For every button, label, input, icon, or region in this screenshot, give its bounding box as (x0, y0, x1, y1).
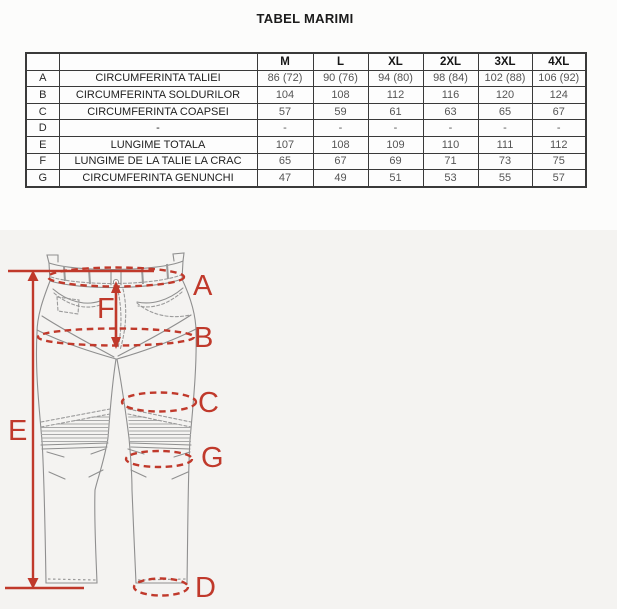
measurement-label-cell: CIRCUMFERINTA GENUNCHI (59, 170, 257, 187)
size-value-cell: 109 (368, 136, 423, 153)
left-pocket-opening (53, 289, 100, 303)
size-value-cell: 107 (257, 136, 313, 153)
size-value-cell: 90 (76) (313, 70, 368, 87)
measurement-label-cell: CIRCUMFERINTA COAPSEI (59, 103, 257, 120)
row-letter-cell: G (26, 170, 59, 187)
size-header-2xl: 2XL (423, 53, 478, 70)
measurement-label-cell: - (59, 120, 257, 137)
size-value-cell: 51 (368, 170, 423, 187)
table-row (26, 153, 586, 170)
size-value-cell: 63 (423, 103, 478, 120)
size-value-cell: 116 (423, 87, 478, 104)
coin-pocket (57, 297, 79, 314)
size-value-cell: 49 (313, 170, 368, 187)
size-value-cell: - (423, 120, 478, 137)
marker-label-D: D (195, 572, 216, 604)
waistband-tab-right (173, 253, 184, 261)
size-value-cell: 57 (257, 103, 313, 120)
right-pocket-opening (137, 288, 183, 303)
size-value-cell: 108 (313, 87, 368, 104)
measurement-label-cell: CIRCUMFERINTA TALIEI (59, 70, 257, 87)
table-row (26, 136, 586, 153)
size-header-l: L (313, 53, 368, 70)
size-value-cell: 124 (532, 87, 586, 104)
size-value-cell: 65 (257, 153, 313, 170)
size-value-cell: - (532, 120, 586, 137)
row-letter-cell: F (26, 153, 59, 170)
size-value-cell: 59 (313, 103, 368, 120)
thigh-ellipse-C (122, 393, 196, 412)
size-value-cell: - (257, 120, 313, 137)
size-value-cell: 71 (423, 153, 478, 170)
size-header-4xl: 4XL (532, 53, 586, 70)
measurement-label-cell: LUNGIME DE LA TALIE LA CRAC (59, 153, 257, 170)
table-row (26, 170, 586, 187)
size-header-xl: XL (368, 53, 423, 70)
right-pocket-bag (137, 303, 190, 317)
pants-measurement-diagram (0, 246, 240, 608)
size-value-cell: 57 (532, 170, 586, 187)
size-value-cell: 67 (313, 153, 368, 170)
row-letter-cell: C (26, 103, 59, 120)
marker-label-E: E (8, 415, 28, 447)
table-header-row (26, 53, 586, 70)
size-value-cell: 98 (84) (423, 70, 478, 87)
table-row (26, 103, 586, 120)
marker-label-B: B (194, 322, 214, 354)
size-value-cell: 106 (92) (532, 70, 586, 87)
size-value-cell: 65 (478, 103, 532, 120)
table-row (26, 120, 586, 137)
knee-ellipse-G (126, 451, 192, 467)
corner-cell (59, 53, 257, 70)
ankle-ellipse-D (134, 579, 188, 596)
marker-label-F: F (97, 293, 115, 325)
size-value-cell: 86 (72) (257, 70, 313, 87)
panel-seam-right (118, 315, 191, 356)
size-value-cell: 61 (368, 103, 423, 120)
size-value-cell: 47 (257, 170, 313, 187)
size-value-cell: 120 (478, 87, 532, 104)
size-value-cell: - (368, 120, 423, 137)
dimension-line-E (5, 271, 154, 588)
size-value-cell: 102 (88) (478, 70, 532, 87)
waistband-tab-left (47, 255, 58, 263)
size-value-cell: 104 (257, 87, 313, 104)
marker-label-G: G (201, 442, 224, 474)
size-value-cell: 73 (478, 153, 532, 170)
stretch-panel-bottom-edge (41, 443, 191, 449)
row-letter-cell: B (26, 87, 59, 104)
table-row (26, 70, 586, 87)
size-value-cell: 94 (80) (368, 70, 423, 87)
table-row (26, 87, 586, 104)
size-value-cell: 112 (532, 136, 586, 153)
page-title: TABEL MARIMI (256, 11, 354, 26)
size-value-cell: 67 (532, 103, 586, 120)
row-letter-cell: A (26, 70, 59, 87)
size-value-cell: 110 (423, 136, 478, 153)
size-header-3xl: 3XL (478, 53, 532, 70)
measurement-label-cell: CIRCUMFERINTA SOLDURILOR (59, 87, 257, 104)
size-value-cell: 111 (478, 136, 532, 153)
arrowhead-F-bottom (111, 337, 121, 349)
knee-accent-seams (47, 449, 190, 479)
size-value-cell: 55 (478, 170, 532, 187)
marker-label-A: A (193, 270, 213, 302)
size-value-cell: 53 (423, 170, 478, 187)
size-header-m: M (257, 53, 313, 70)
size-value-cell: - (478, 120, 532, 137)
size-value-cell: 69 (368, 153, 423, 170)
size-table (25, 52, 587, 188)
corner-cell (26, 53, 59, 70)
size-value-cell: 108 (313, 136, 368, 153)
marker-label-C: C (198, 387, 219, 419)
row-letter-cell: D (26, 120, 59, 137)
size-value-cell: 75 (532, 153, 586, 170)
size-value-cell: - (313, 120, 368, 137)
row-letter-cell: E (26, 136, 59, 153)
measurement-label-cell: LUNGIME TOTALA (59, 136, 257, 153)
size-value-cell: 112 (368, 87, 423, 104)
